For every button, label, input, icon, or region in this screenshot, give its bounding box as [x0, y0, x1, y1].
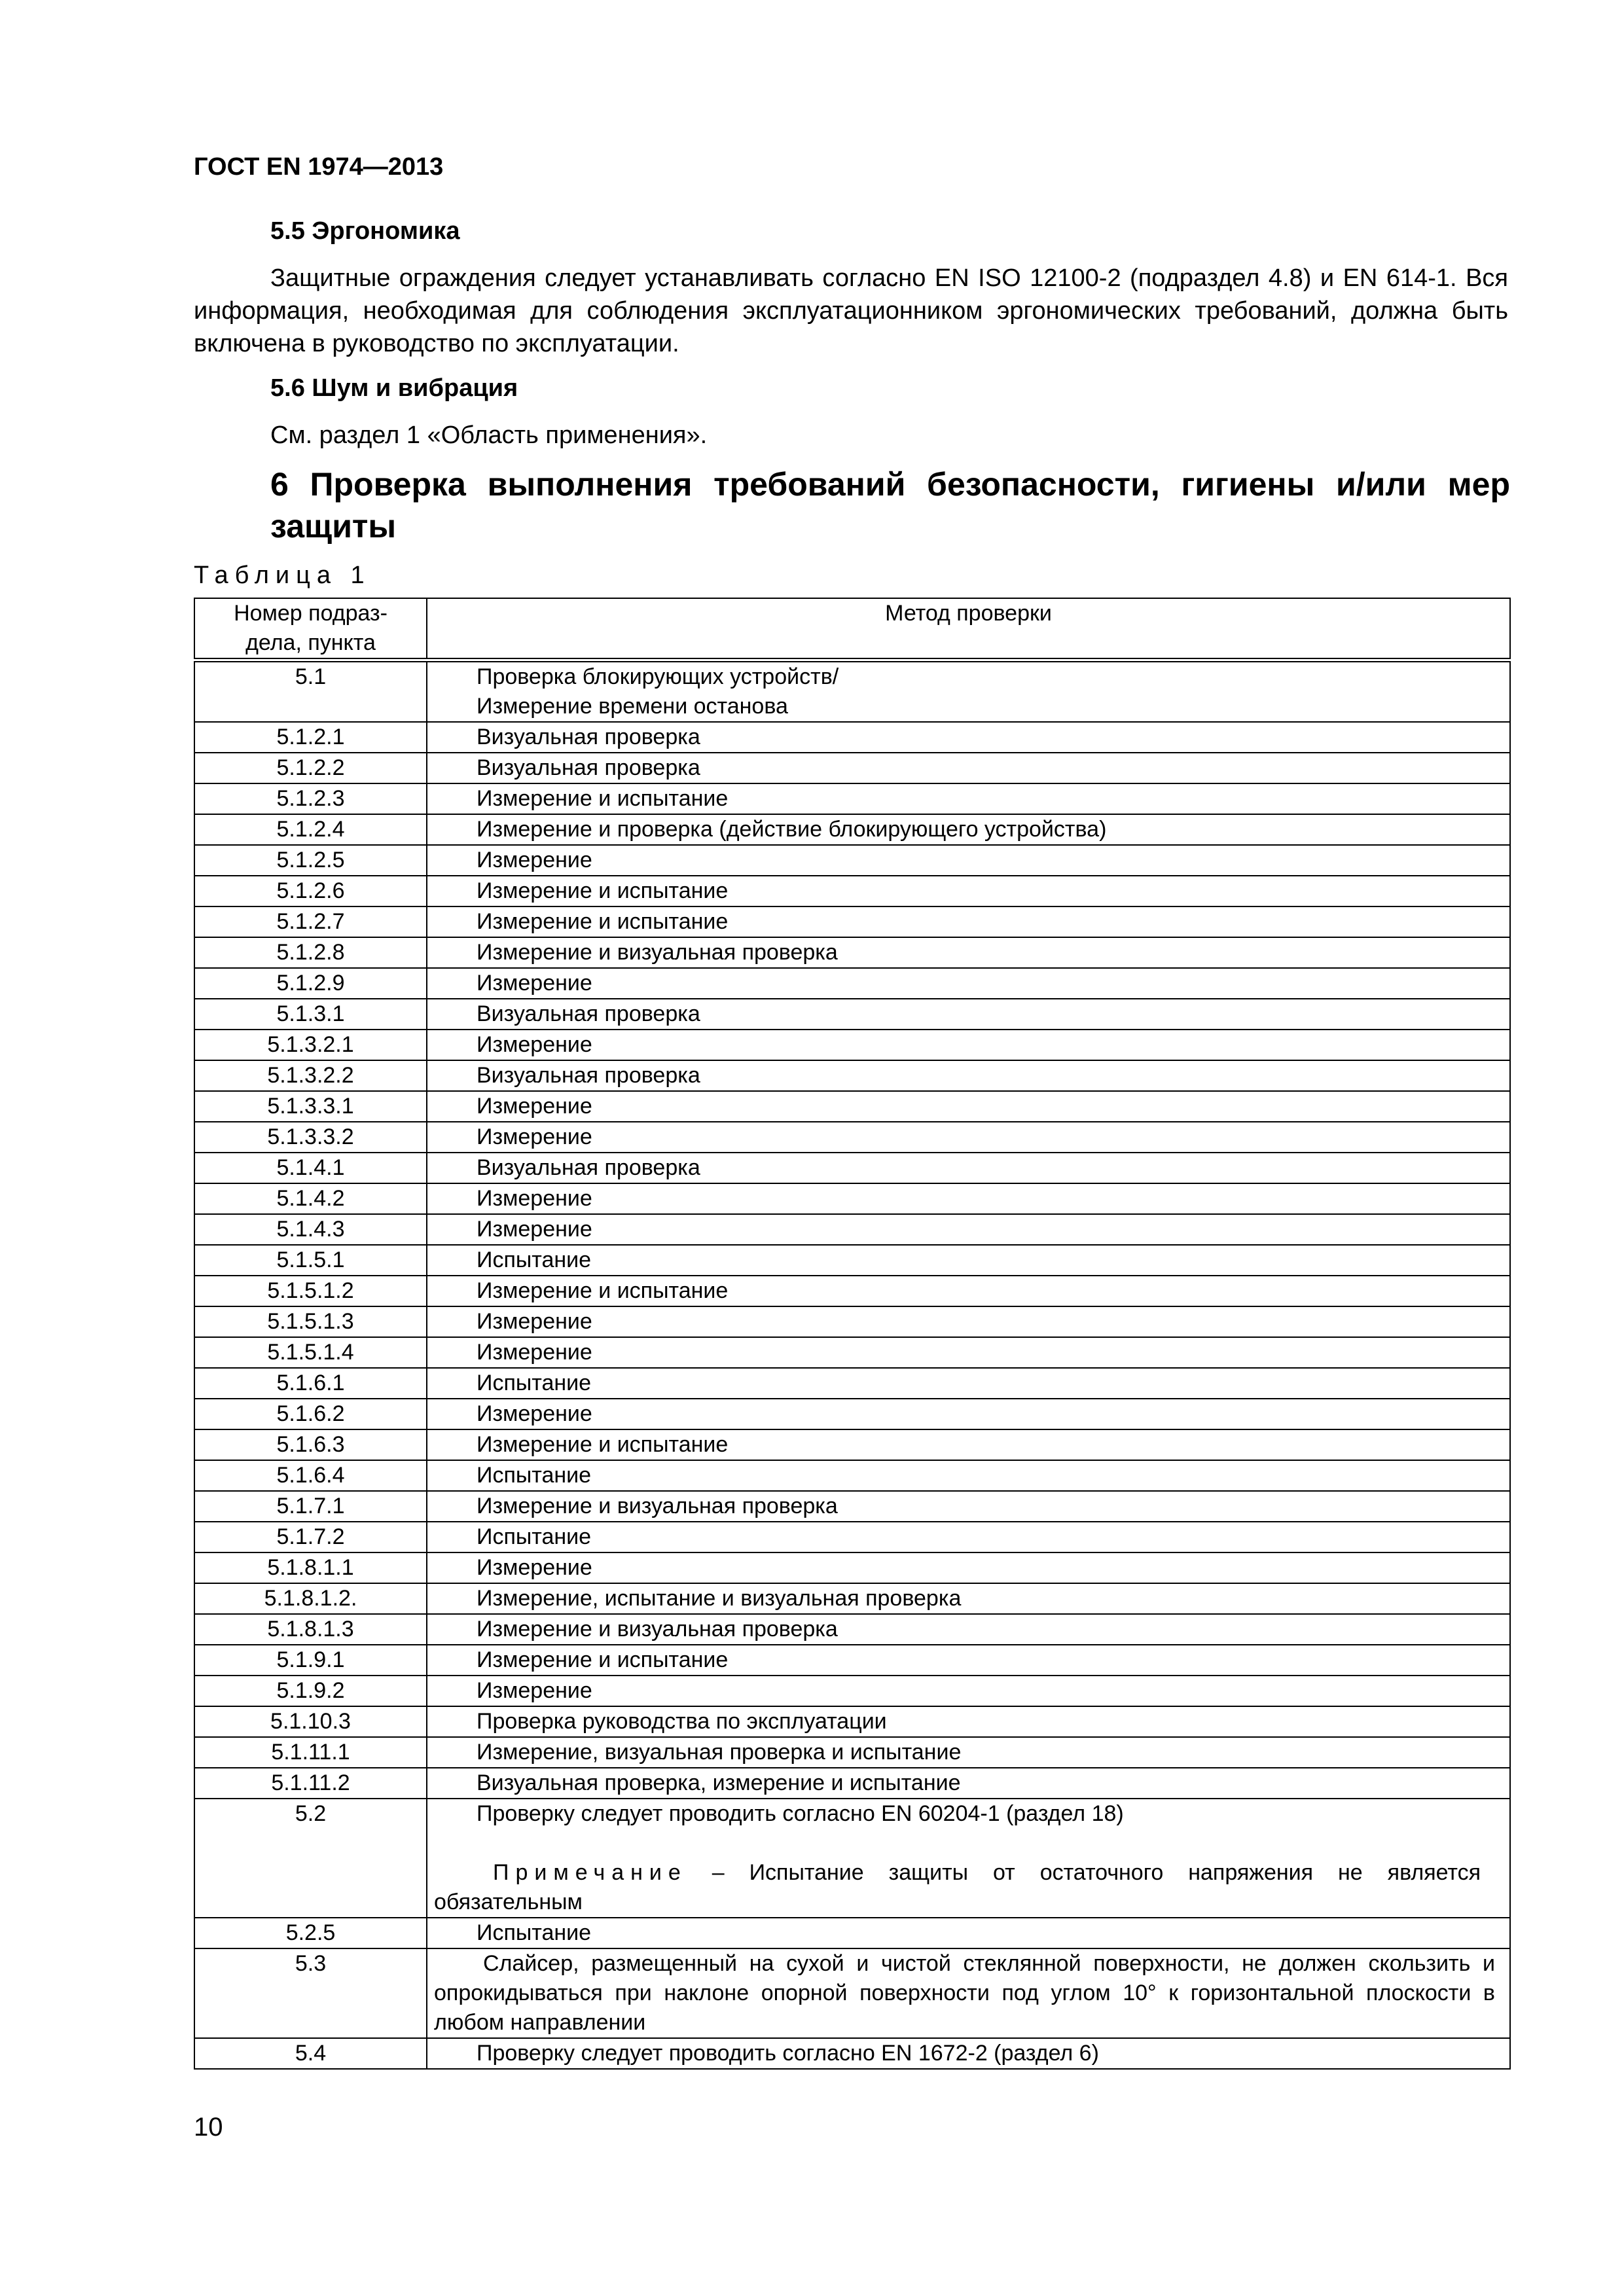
row-method: Измерение и испытание: [427, 906, 1510, 937]
row-method: Измерение и визуальная проверка: [427, 937, 1510, 968]
section-5-5-title: 5.5 Эргономика: [270, 217, 460, 245]
row-method: Измерение, визуальная проверка и испытание: [427, 1737, 1510, 1768]
section-6-title: 6 Проверка выполнения требований безопасности, гигиены и/или мер защиты: [270, 466, 1510, 545]
table-row: [194, 1768, 1510, 1799]
row-method: Испытание: [427, 1918, 1510, 1948]
table-row: [194, 1399, 1510, 1429]
row-method: Измерение: [427, 1399, 1510, 1429]
header-number: Номер подраз- дела, пункта: [194, 598, 427, 660]
table-row: [194, 1429, 1510, 1460]
table-row: [194, 876, 1510, 906]
section-5-6-title: 5.6 Шум и вибрация: [270, 374, 518, 402]
row-number: 5.1.2.1: [194, 722, 427, 753]
table-row: [194, 1676, 1510, 1706]
row-number: 5.1.6.4: [194, 1460, 427, 1491]
row-method: Измерение и визуальная проверка: [427, 1491, 1510, 1522]
table-body: [194, 660, 1510, 1799]
table-body-tail: [194, 1799, 1510, 2069]
row-number: 5.1.8.1.3: [194, 1614, 427, 1645]
table-row: [194, 1091, 1510, 1122]
row-method: Проверку следует проводить согласно EN 1672-2 (раздел 6): [427, 2038, 1510, 2069]
table-row: [194, 660, 1510, 723]
header-method: Метод проверки: [427, 598, 1510, 660]
table-caption: Таблица 1: [194, 562, 371, 589]
row-number: 5.1.6.3: [194, 1429, 427, 1460]
row-number: 5.1.8.1.1: [194, 1552, 427, 1583]
row-number: 5.3: [194, 1948, 427, 2038]
table-row: [194, 1060, 1510, 1091]
row-method: Испытание: [427, 1460, 1510, 1491]
row-method: Визуальная проверка: [427, 753, 1510, 783]
row-method: Измерение: [427, 845, 1510, 876]
row-number: 5.1: [194, 660, 427, 723]
row-number: 5.1.5.1.4: [194, 1337, 427, 1368]
note-label: Примечание: [493, 1860, 687, 1885]
row-method: Испытание: [427, 1368, 1510, 1399]
table-row: [194, 1737, 1510, 1768]
table-row: [194, 1368, 1510, 1399]
row-method: Измерение: [427, 1676, 1510, 1706]
table-row: [194, 783, 1510, 814]
row-number: 5.1.5.1.2: [194, 1276, 427, 1306]
table-row: [194, 1306, 1510, 1337]
row-number: 5.1.7.1: [194, 1491, 427, 1522]
table-row: [194, 1030, 1510, 1060]
row-method: Визуальная проверка: [427, 999, 1510, 1030]
page-number: 10: [194, 2113, 223, 2142]
table-row: [194, 1460, 1510, 1491]
table-row: [194, 1122, 1510, 1153]
row-number: 5.1.3.2.1: [194, 1030, 427, 1060]
table-row: [194, 1245, 1510, 1276]
table-row: [194, 1948, 1510, 2038]
row-method: Измерение: [427, 1091, 1510, 1122]
row-number: 5.2: [194, 1799, 427, 1918]
row-method: Измерение: [427, 1214, 1510, 1245]
row-number: 5.1.2.6: [194, 876, 427, 906]
row-method: Визуальная проверка, измерение и испытание: [427, 1768, 1510, 1799]
row-method: Измерение и проверка (действие блокирующего устройства): [427, 814, 1510, 845]
row-number: 5.1.2.5: [194, 845, 427, 876]
row-method: Испытание: [427, 1245, 1510, 1276]
table-row: [194, 1645, 1510, 1676]
row-method: Измерение и испытание: [427, 1276, 1510, 1306]
table-row: [194, 1799, 1510, 1918]
row-number: 5.1.2.9: [194, 968, 427, 999]
row-number: 5.1.11.1: [194, 1737, 427, 1768]
row-method: Измерение: [427, 1552, 1510, 1583]
row-method: Измерение и испытание: [427, 876, 1510, 906]
table-row: [194, 968, 1510, 999]
verification-table: [194, 598, 1511, 2070]
table-row: [194, 1522, 1510, 1552]
row-number: 5.1.5.1: [194, 1245, 427, 1276]
table-row: [194, 1583, 1510, 1614]
row-method: Измерение и испытание: [427, 783, 1510, 814]
table-row: [194, 906, 1510, 937]
row-method: [427, 1799, 1510, 1918]
table-row: [194, 1337, 1510, 1368]
table-row: [194, 1614, 1510, 1645]
row-number: 5.1.9.2: [194, 1676, 427, 1706]
row-method: Измерение: [427, 1183, 1510, 1214]
table-row: [194, 1214, 1510, 1245]
table-row: [194, 1706, 1510, 1737]
row-number: 5.1.6.2: [194, 1399, 427, 1429]
table-row: [194, 722, 1510, 753]
row-number: 5.4: [194, 2038, 427, 2069]
row-number: 5.1.4.2: [194, 1183, 427, 1214]
row-method: Измерение: [427, 1337, 1510, 1368]
row-number: 5.1.3.3.1: [194, 1091, 427, 1122]
table-header-row: [194, 598, 1510, 660]
row-method-text: Проверку следует проводить согласно EN 60204-1 (раздел 18): [477, 1801, 1124, 1826]
table-row: [194, 1276, 1510, 1306]
note-text: – Испытание защиты от остаточного напряжения не является обязательным: [434, 1860, 1481, 1914]
row-number: 5.1.2.4: [194, 814, 427, 845]
row-method: Проверка блокирующих устройств/ Измерение времени останова: [427, 660, 1510, 723]
row-number: 5.1.10.3: [194, 1706, 427, 1737]
row-number: 5.1.2.7: [194, 906, 427, 937]
table-row: [194, 999, 1510, 1030]
row-method: Визуальная проверка: [427, 1153, 1510, 1183]
row-number: 5.1.3.2.2: [194, 1060, 427, 1091]
row-method: Измерение и испытание: [427, 1645, 1510, 1676]
row-method: Измерение, испытание и визуальная проверка: [427, 1583, 1510, 1614]
row-method: Проверка руководства по эксплуатации: [427, 1706, 1510, 1737]
row-method: Измерение: [427, 1122, 1510, 1153]
table-row: [194, 1552, 1510, 1583]
table-row: [194, 1153, 1510, 1183]
row-method: Измерение и испытание: [427, 1429, 1510, 1460]
section-5-5-text: Защитные ограждения следует устанавливать согласно EN ISO 12100-2 (подраздел 4.8) и EN 614-1. Вся информация, необходимая для соблюдения эксплуатационником эргономических требований, должна быть включена в руководство по эксплуатации.: [194, 264, 1508, 357]
row-method: Визуальная проверка: [427, 1060, 1510, 1091]
table-row: [194, 1491, 1510, 1522]
table-row: [194, 1918, 1510, 1948]
table-row: [194, 1183, 1510, 1214]
row-number: 5.1.11.2: [194, 1768, 427, 1799]
row-number: 5.1.3.3.2: [194, 1122, 427, 1153]
table-row: [194, 753, 1510, 783]
row-method: Испытание: [427, 1522, 1510, 1552]
row-method: Слайсер, размещенный на сухой и чистой стеклянной поверхности, не должен скользить и опрокидываться при наклоне опорной поверхности под углом 10° к горизонтальной плоскости в любом направлении: [427, 1948, 1510, 2038]
row-number: 5.1.2.8: [194, 937, 427, 968]
document-header: ГОСТ EN 1974—2013: [194, 153, 444, 181]
row-number: 5.1.2.2: [194, 753, 427, 783]
row-number: 5.1.9.1: [194, 1645, 427, 1676]
row-method: Измерение: [427, 1306, 1510, 1337]
row-number: 5.1.7.2: [194, 1522, 427, 1552]
row-note: [427, 1858, 1495, 1917]
row-number: 5.1.8.1.2.: [194, 1583, 427, 1614]
row-number: 5.2.5: [194, 1918, 427, 1948]
row-number: 5.1.2.3: [194, 783, 427, 814]
table-row: [194, 845, 1510, 876]
row-method: Визуальная проверка: [427, 722, 1510, 753]
row-number: 5.1.4.3: [194, 1214, 427, 1245]
row-number: 5.1.5.1.3: [194, 1306, 427, 1337]
table-row: [194, 814, 1510, 845]
row-number: 5.1.3.1: [194, 999, 427, 1030]
row-number: 5.1.4.1: [194, 1153, 427, 1183]
row-number: 5.1.6.1: [194, 1368, 427, 1399]
row-method: Измерение: [427, 1030, 1510, 1060]
table-row: [194, 937, 1510, 968]
row-method: Измерение и визуальная проверка: [427, 1614, 1510, 1645]
section-5-6-text: См. раздел 1 «Область применения».: [270, 422, 708, 449]
row-method: Измерение: [427, 968, 1510, 999]
table-row: [194, 2038, 1510, 2069]
